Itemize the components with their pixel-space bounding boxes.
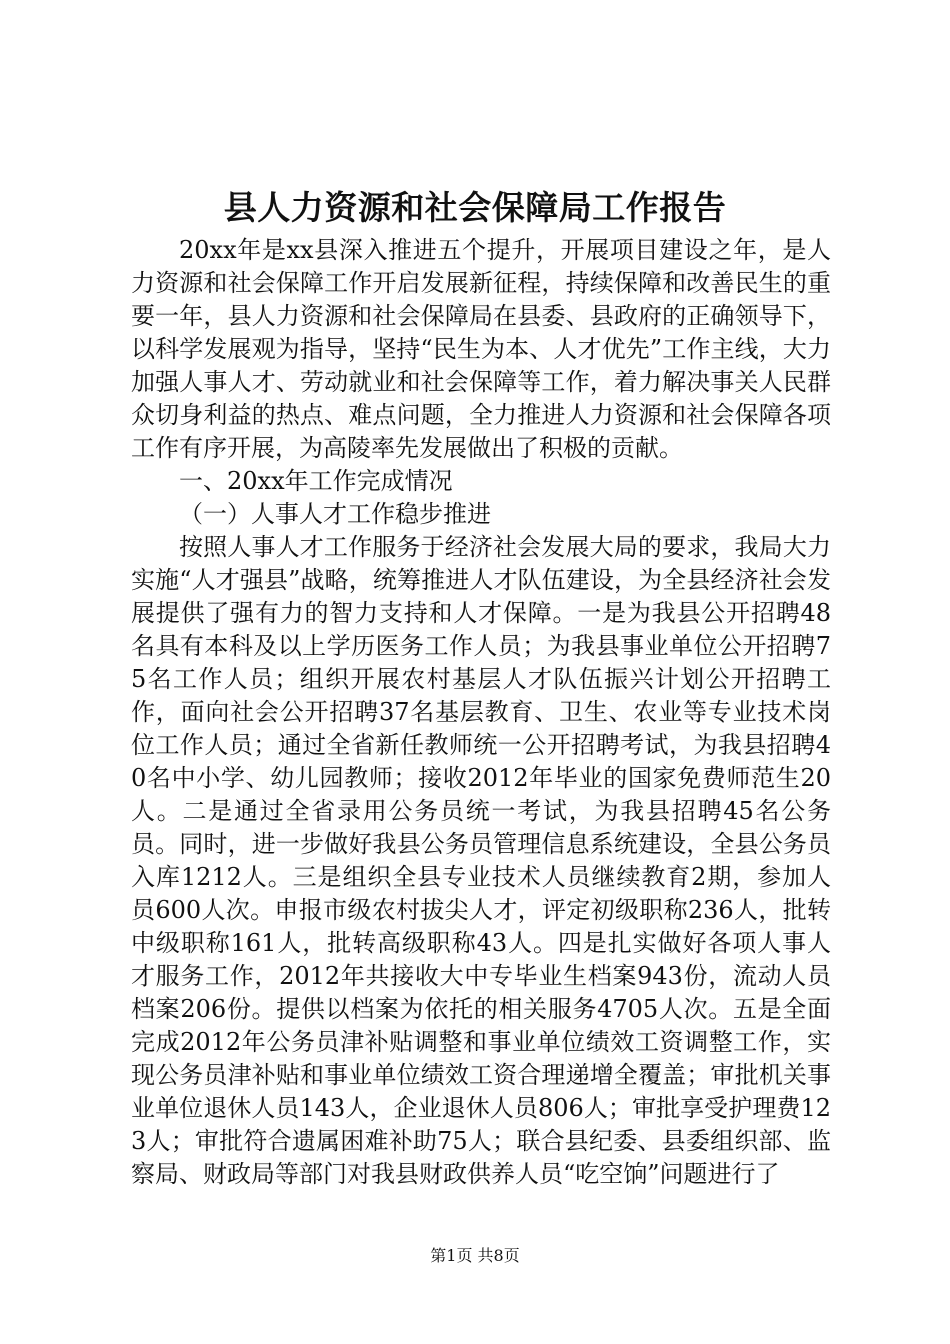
section-heading: 一、20xx年工作完成情况 [179, 467, 453, 495]
body-paragraph: 按照人事人才工作服务于经济社会发展大局的要求，我局大力实施“人才强县”战略，统筹推进人才队伍建设，为全县经济社会发展提供了强有力的智力支持和人才保障。一是为我县公开招聘48名具有本科及以上学历医务工作人员；为我县事业单位公开招聘75名工作人员；组织开展农村基层人才队伍振兴计划公开招聘工作，面向社会公开招聘37名基层教育、卫生、农业等专业技术岗位工作人员；通过全省新任教师统一公开招聘考试，为我县招聘40名中小学、幼儿园教师；接收2012年毕业的国家免费师范生20人。二是通过全省录用公务员统一考试，为我县招聘45名公务员。同时，进一步做好我县公务员管理信息系统建设，全县公务员入库1212人。三是组织全县专业技术人员继续教育2期，参加人员600人次。申报市级农村拔尖人才，评定初级职称236人，批转中级职称161人，批转高级职称43人。四是扎实做好各项人事人才服务工作，2012年共接收大中专毕业生档案943份，流动人员档案206份。提供以档案为依托的相关服务4705人次。五是全面完成2012年公务员津补贴调整和事业单位绩效工资调整工作，实现公务员津补贴和事业单位绩效工资合理递增全覆盖；审批机关事业单位退休人员143人，企业退休人员806人；审批享受护理费123人；审批符合遗属困难补助75人；联合县纪委、县委组织部、监察局、财政局等部门对我县财政供养人员“吃空饷”问题进行了 [131, 533, 831, 1188]
subsection-heading: （一）人事人才工作稳步推进 [179, 500, 491, 528]
document-body [131, 234, 831, 1191]
page-footer: 第1页 共8页 [430, 1246, 520, 1265]
intro-paragraph: 20xx年是xx县深入推进五个提升，开展项目建设之年，是人力资源和社会保障工作开启发展新征程，持续保障和改善民生的重要一年，县人力资源和社会保障局在县委、县政府的正确领导下，以科学发展观为指导，坚持“民生为本、人才优先”工作主线，大力加强人事人才、劳动就业和社会保障等工作，着力解决事关人民群众切身利益的热点、难点问题，全力推进人力资源和社会保障各项工作有序开展，为高陵率先发展做出了积极的贡献。 [131, 236, 831, 462]
document-title: 县人力资源和社会保障局工作报告 [223, 188, 727, 227]
